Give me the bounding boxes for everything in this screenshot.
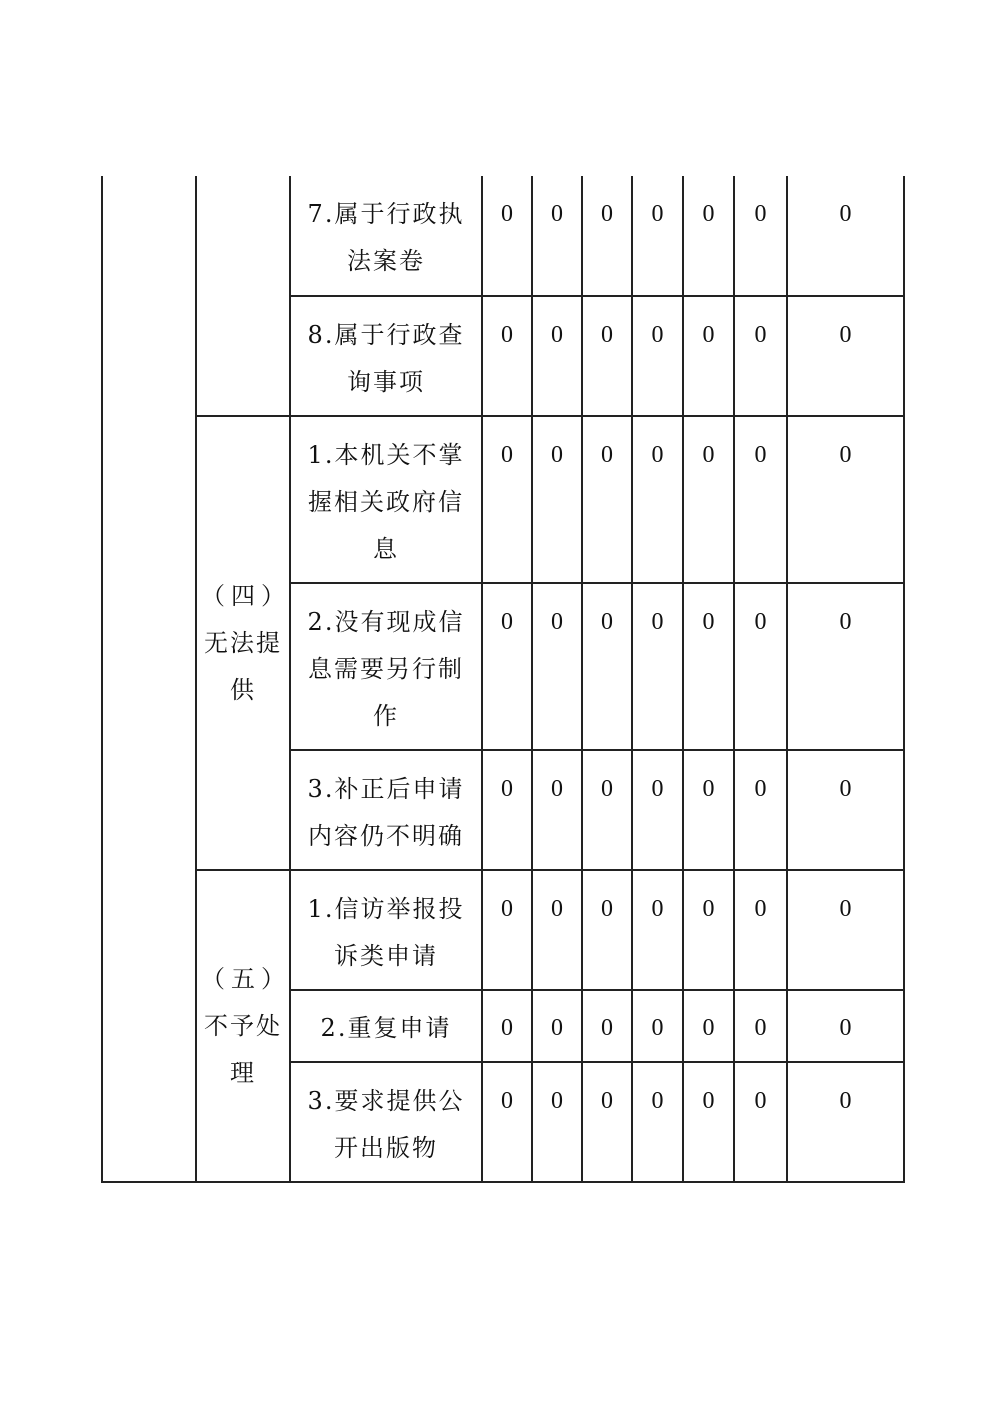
value-cell: 0 bbox=[582, 176, 632, 296]
value-cell: 0 bbox=[632, 583, 683, 750]
value-cell: 0 bbox=[734, 296, 787, 416]
value-cell: 0 bbox=[532, 870, 582, 990]
value-cell: 0 bbox=[734, 176, 787, 296]
value-cell: 0 bbox=[734, 870, 787, 990]
value-cell-total: 0 bbox=[787, 870, 904, 990]
table-row bbox=[102, 870, 904, 990]
value-cell: 0 bbox=[582, 990, 632, 1062]
row-label: 1.信访举报投 诉类申请 bbox=[290, 870, 482, 990]
value-cell: 0 bbox=[683, 176, 734, 296]
value-cell: 0 bbox=[734, 416, 787, 583]
value-cell: 0 bbox=[734, 1062, 787, 1182]
value-cell-total: 0 bbox=[787, 990, 904, 1062]
value-cell: 0 bbox=[632, 870, 683, 990]
value-cell: 0 bbox=[632, 416, 683, 583]
value-cell: 0 bbox=[683, 750, 734, 870]
outer-category-cell bbox=[102, 176, 196, 1182]
value-cell: 0 bbox=[683, 1062, 734, 1182]
value-cell: 0 bbox=[632, 990, 683, 1062]
value-cell: 0 bbox=[683, 583, 734, 750]
value-cell: 0 bbox=[482, 583, 532, 750]
value-cell: 0 bbox=[734, 750, 787, 870]
value-cell: 0 bbox=[582, 416, 632, 583]
value-cell: 0 bbox=[482, 296, 532, 416]
value-cell: 0 bbox=[532, 990, 582, 1062]
row-label: 2.没有现成信 息需要另行制 作 bbox=[290, 583, 482, 750]
value-cell: 0 bbox=[482, 176, 532, 296]
value-cell: 0 bbox=[582, 583, 632, 750]
value-cell: 0 bbox=[532, 1062, 582, 1182]
value-cell: 0 bbox=[482, 1062, 532, 1182]
value-cell: 0 bbox=[632, 176, 683, 296]
value-cell-total: 0 bbox=[787, 1062, 904, 1182]
value-cell: 0 bbox=[632, 296, 683, 416]
value-cell: 0 bbox=[683, 296, 734, 416]
value-cell: 0 bbox=[632, 750, 683, 870]
value-cell: 0 bbox=[482, 990, 532, 1062]
table-row bbox=[102, 176, 904, 296]
value-cell: 0 bbox=[532, 296, 582, 416]
value-cell: 0 bbox=[582, 750, 632, 870]
value-cell: 0 bbox=[532, 750, 582, 870]
value-cell: 0 bbox=[582, 870, 632, 990]
group-four-cell: （四） 无法提 供 bbox=[196, 416, 290, 870]
row-label: 2.重复申请 bbox=[290, 990, 482, 1062]
value-cell: 0 bbox=[482, 870, 532, 990]
value-cell-total: 0 bbox=[787, 416, 904, 583]
value-cell: 0 bbox=[683, 990, 734, 1062]
disclosure-statistics-table bbox=[101, 176, 905, 1183]
value-cell-total: 0 bbox=[787, 296, 904, 416]
value-cell: 0 bbox=[683, 870, 734, 990]
row-label: 3.要求提供公 开出版物 bbox=[290, 1062, 482, 1182]
value-cell: 0 bbox=[532, 583, 582, 750]
value-cell-total: 0 bbox=[787, 750, 904, 870]
row-label: 7.属于行政执 法案卷 bbox=[290, 176, 482, 296]
value-cell: 0 bbox=[482, 750, 532, 870]
table-row bbox=[102, 416, 904, 583]
value-cell: 0 bbox=[532, 416, 582, 583]
row-label: 8.属于行政查 询事项 bbox=[290, 296, 482, 416]
row-label: 1.本机关不掌 握相关政府信 息 bbox=[290, 416, 482, 583]
value-cell: 0 bbox=[734, 990, 787, 1062]
value-cell-total: 0 bbox=[787, 583, 904, 750]
group-cell-continued bbox=[196, 176, 290, 416]
row-label: 3.补正后申请 内容仍不明确 bbox=[290, 750, 482, 870]
value-cell: 0 bbox=[683, 416, 734, 583]
value-cell: 0 bbox=[632, 1062, 683, 1182]
value-cell: 0 bbox=[734, 583, 787, 750]
value-cell: 0 bbox=[582, 1062, 632, 1182]
group-five-cell: （五） 不予处 理 bbox=[196, 870, 290, 1182]
value-cell: 0 bbox=[482, 416, 532, 583]
value-cell: 0 bbox=[532, 176, 582, 296]
value-cell-total: 0 bbox=[787, 176, 904, 296]
value-cell: 0 bbox=[582, 296, 632, 416]
